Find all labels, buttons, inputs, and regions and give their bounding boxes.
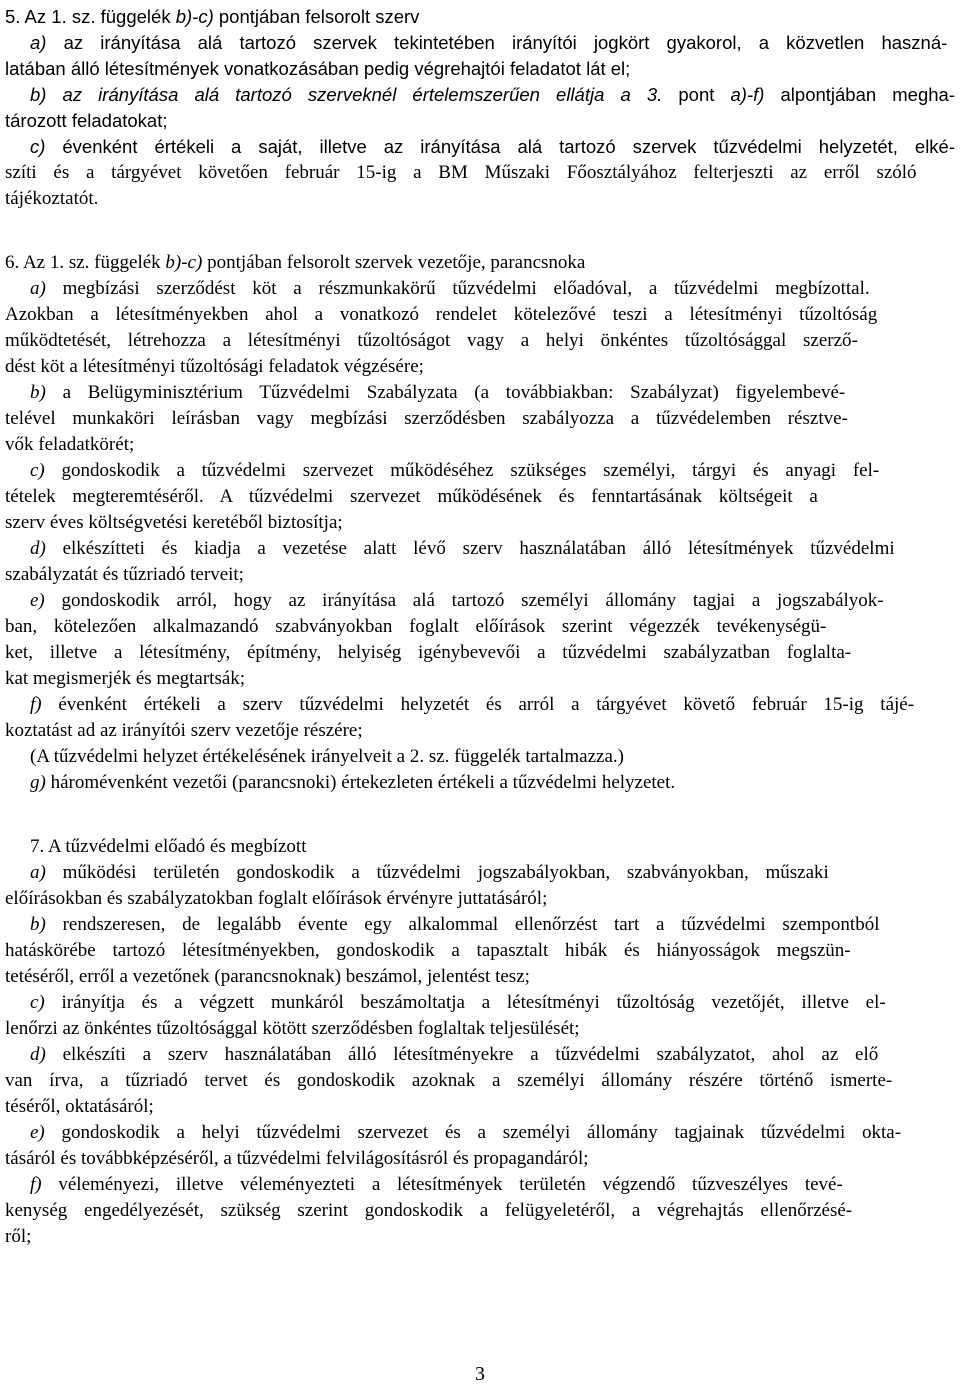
- text-run: szíti és a tárgyévet követően február 15-ig a BM Műszaki Főosztályához felterjeszti az erről szóló: [5, 162, 917, 183]
- text-run: tetéséről, erről a vezetőnek (parancsnoknak) beszámol, jelentést tesz;: [5, 966, 530, 987]
- italic-label: c): [30, 992, 45, 1013]
- line-content: [5, 160, 917, 186]
- line-content: [30, 1172, 843, 1198]
- text-run: véleményezi, illetve véleményezteti a létesítmények területén végzendő tűzveszélyes tevé-: [41, 1174, 843, 1195]
- line-content: [5, 108, 168, 134]
- text-line: [5, 108, 955, 134]
- text-line: [5, 160, 955, 186]
- line-content: [30, 134, 955, 160]
- italic-label: c): [30, 460, 45, 481]
- italic-label: b)-c): [165, 252, 203, 273]
- italic-label: d): [30, 1044, 46, 1065]
- text-line: [30, 1042, 955, 1068]
- text-line: [30, 860, 955, 886]
- text-line: [5, 718, 955, 744]
- text-line: [30, 990, 955, 1016]
- text-run: van írva, a tűzriadó tervet és gondoskodik azoknak a személyi állomány részére történő ismerte-: [5, 1070, 893, 1091]
- line-content: [5, 614, 826, 640]
- text-run: tásáról és továbbképzéséről, a tűzvédelmi felvilágosításról és propagandáról;: [5, 1148, 589, 1169]
- line-content: [5, 640, 851, 666]
- text-run: ről;: [5, 1226, 32, 1247]
- line-content: [30, 990, 886, 1016]
- text-run: (A tűzvédelmi helyzet értékelésének irányelveit a 2. sz. függelék tartalmazza.): [30, 746, 624, 767]
- line-content: [5, 666, 245, 692]
- text-line: [5, 186, 955, 212]
- line-content: [5, 432, 134, 458]
- text-run: gondoskodik arról, hogy az irányítása alá tartozó személyi állomány tagjai a jogszabályok-: [44, 590, 884, 611]
- line-content: [5, 1094, 154, 1120]
- text-line: [5, 964, 955, 990]
- italic-label: a)-f): [730, 84, 765, 105]
- text-run: működtetését, létrehozza a létesítményi tűzoltóságot vagy a helyi önkéntes tűzoltósággal szerző-: [5, 330, 858, 351]
- text-run: pont: [662, 84, 731, 105]
- text-run: irányítja és a végzett munkáról beszámoltatja a létesítményi tűzoltóság vezetőjét, illetve el-: [44, 992, 886, 1013]
- line-content: [5, 302, 877, 328]
- text-line: [30, 380, 955, 406]
- text-line: [5, 354, 955, 380]
- text-run: 7. A tűzvédelmi előadó és megbízott: [30, 836, 307, 857]
- text-line: [5, 640, 955, 666]
- italic-label: a): [30, 32, 47, 53]
- text-line: [5, 1146, 955, 1172]
- line-content: [30, 276, 870, 302]
- text-line: [5, 484, 955, 510]
- text-run: tájékoztatót.: [5, 188, 99, 209]
- text-line: [5, 1016, 955, 1042]
- line-content: [5, 4, 419, 30]
- text-line: [5, 56, 955, 82]
- text-line: [30, 82, 955, 108]
- italic-label: f): [30, 694, 42, 715]
- text-line: [30, 1172, 955, 1198]
- text-run: telével munkaköri leírásban vagy megbízási szerződésben szabályozza a tűzvédelemben résztve-: [5, 408, 848, 429]
- text-run: háromévenként vezetői (parancsnoki) értekezleten értékeli a tűzvédelmi helyzetet.: [45, 772, 676, 793]
- italic-label: e): [30, 1122, 45, 1143]
- text-run: elkészíti a szerv használatában álló létesítményekre a tűzvédelmi szabályzatot, ahol az elő: [45, 1044, 879, 1065]
- text-run: 6. Az 1. sz. függelék: [5, 252, 166, 273]
- text-line: [5, 510, 955, 536]
- line-content: [5, 964, 530, 990]
- text-line: [5, 328, 955, 354]
- text-line: [5, 1224, 955, 1250]
- line-content: [30, 834, 307, 860]
- text-run: pontjában felsorolt szerv: [213, 6, 420, 27]
- italic-label: b): [30, 914, 46, 935]
- text-run: tételek megteremtéséről. A tűzvédelmi szervezet működésének és fenntartásának költségeit a: [5, 486, 818, 507]
- line-content: [5, 484, 818, 510]
- text-line: [30, 770, 955, 796]
- text-run: alpontjában megha-: [764, 84, 955, 105]
- text-run: rendszeresen, de legalább évente egy alkalommal ellenőrzést tart a tűzvédelmi szempontból: [45, 914, 880, 935]
- text-run: 5. Az 1. sz. függelék: [5, 6, 176, 27]
- text-run: évenként értékeli a szerv tűzvédelmi helyzetét és arról a tárgyévet követő február 15-ig tájé-: [41, 694, 915, 715]
- line-content: [5, 886, 547, 912]
- text-line: [5, 406, 955, 432]
- line-content: [5, 328, 858, 354]
- line-content: [30, 860, 829, 886]
- line-content: [30, 458, 879, 484]
- italic-label: b)-c): [175, 6, 214, 27]
- line-content: [30, 1120, 901, 1146]
- text-line: [30, 588, 955, 614]
- text-run: működési területén gondoskodik a tűzvédelmi jogszabályokban, szabványokban, műszaki: [45, 862, 829, 883]
- line-content: [5, 186, 98, 212]
- text-line: [30, 276, 955, 302]
- text-line: [5, 562, 955, 588]
- text-run: kenység engedélyezését, szükség szerint gondoskodik a felügyeletéről, a végrehajtás ellenőrzésé-: [5, 1200, 853, 1221]
- line-content: [5, 406, 848, 432]
- italic-label: a): [30, 278, 46, 299]
- text-run: gondoskodik a tűzvédelmi szervezet működéséhez szükséges személyi, tárgyi és anyagi fel-: [44, 460, 880, 481]
- line-content: [5, 562, 244, 588]
- line-content: [5, 938, 851, 964]
- page-number: 3: [475, 1363, 485, 1385]
- text-run: kat megismerjék és megtartsák;: [5, 668, 246, 689]
- italic-label: b): [30, 382, 46, 403]
- text-line: [5, 1068, 955, 1094]
- italic-label: a): [30, 862, 46, 883]
- text-run: ket, illetve a létesítmény, építmény, helyiség igénybevevői a tűzvédelmi szabályzatban foglalta-: [5, 642, 852, 663]
- line-content: [30, 588, 884, 614]
- text-run: tározott feladatokat;: [5, 110, 168, 131]
- text-line: [5, 938, 955, 964]
- text-run: latában álló létesítmények vonatkozásában pedig végrehajtói feladatot lát el;: [5, 58, 631, 79]
- text-line: [30, 30, 955, 56]
- text-run: ban, kötelezően alkalmazandó szabványokban foglalt előírások szerint végezzék tevékenységü-: [5, 616, 827, 637]
- text-run: a Belügyminisztérium Tűzvédelmi Szabályzata (a továbbiakban: Szabályzat) figyelembevé-: [45, 382, 846, 403]
- text-line: [5, 302, 955, 328]
- line-content: [5, 56, 630, 82]
- text-run: Azokban a létesítményekben ahol a vonatkozó rendelet kötelezővé teszi a létesítményi tűzoltóság: [5, 304, 878, 325]
- text-run: szerv éves költségvetési keretéből biztosítja;: [5, 512, 343, 533]
- text-line: [30, 744, 955, 770]
- text-line: [5, 432, 955, 458]
- line-content: [5, 1146, 589, 1172]
- italic-label: e): [30, 590, 45, 611]
- text-run: gondoskodik a helyi tűzvédelmi szervezet és a személyi állomány tagjainak tűzvédelmi okta-: [44, 1122, 902, 1143]
- text-line: [30, 1120, 955, 1146]
- text-line: [5, 1094, 955, 1120]
- line-content: [5, 718, 363, 744]
- italic-label: c): [30, 136, 46, 157]
- line-content: [5, 250, 585, 276]
- line-content: [30, 692, 914, 718]
- line-content: [5, 1198, 852, 1224]
- text-line: [30, 912, 955, 938]
- line-content: [30, 744, 624, 770]
- italic-label: b) az irányítása alá tartozó szerveknél értelemszerűen ellátja a 3.: [30, 84, 663, 105]
- line-content: [30, 1042, 878, 1068]
- text-line: [30, 692, 955, 718]
- line-content: [30, 536, 895, 562]
- text-run: pontjában felsorolt szervek vezetője, parancsnoka: [202, 252, 586, 273]
- text-run: lenőrzi az önkéntes tűzoltósággal kötött szerződésben foglaltak teljesülését;: [5, 1018, 580, 1039]
- text-run: évenként értékeli a saját, illetve az irányítása alá tartozó szervek tűzvédelmi helyzetét, elké-: [45, 136, 955, 157]
- italic-label: d): [30, 538, 46, 559]
- text-line: [5, 886, 955, 912]
- text-run: dést köt a létesítményi tűzoltósági feladatok végzésére;: [5, 356, 424, 377]
- text-run: vők feladatkörét;: [5, 434, 135, 455]
- text-line: [5, 666, 955, 692]
- text-run: koztatást ad az irányítói szerv vezetője részére;: [5, 720, 363, 741]
- text-run: hatáskörébe tartozó létesítményekben, gondoskodik a tapasztalt hibák és hiányosságok megszün-: [5, 940, 851, 961]
- text-run: téséről, oktatásáról;: [5, 1096, 154, 1117]
- text-run: az irányítása alá tartozó szervek tekintetében irányítói jogkört gyakorol, a közvetlen haszná-: [46, 32, 948, 53]
- text-run: megbízási szerződést köt a részmunkakörű tűzvédelmi előadóval, a tűzvédelmi megbízottal.: [45, 278, 870, 299]
- text-line: [5, 250, 955, 276]
- line-content: [5, 1016, 580, 1042]
- text-line: [5, 614, 955, 640]
- line-content: [30, 770, 675, 796]
- line-content: [5, 510, 343, 536]
- text-line: [5, 4, 955, 30]
- line-content: [30, 82, 955, 108]
- italic-label: g): [30, 772, 46, 793]
- line-content: [30, 912, 879, 938]
- line-content: [5, 354, 424, 380]
- text-line: [30, 536, 955, 562]
- line-content: [5, 1068, 892, 1094]
- text-line: [5, 1198, 955, 1224]
- text-run: szabályzatát és tűzriadó terveit;: [5, 564, 244, 585]
- text-line: [30, 834, 955, 860]
- text-line: [30, 134, 955, 160]
- text-run: előírásokban és szabályzatokban foglalt előírások érvényre juttatásáról;: [5, 888, 548, 909]
- line-content: [30, 380, 845, 406]
- italic-label: f): [30, 1174, 42, 1195]
- line-content: [30, 30, 947, 56]
- line-content: [5, 1224, 31, 1250]
- text-line: [30, 458, 955, 484]
- text-run: elkészítteti és kiadja a vezetése alatt lévő szerv használatában álló létesítmények tűzvédelmi: [45, 538, 895, 559]
